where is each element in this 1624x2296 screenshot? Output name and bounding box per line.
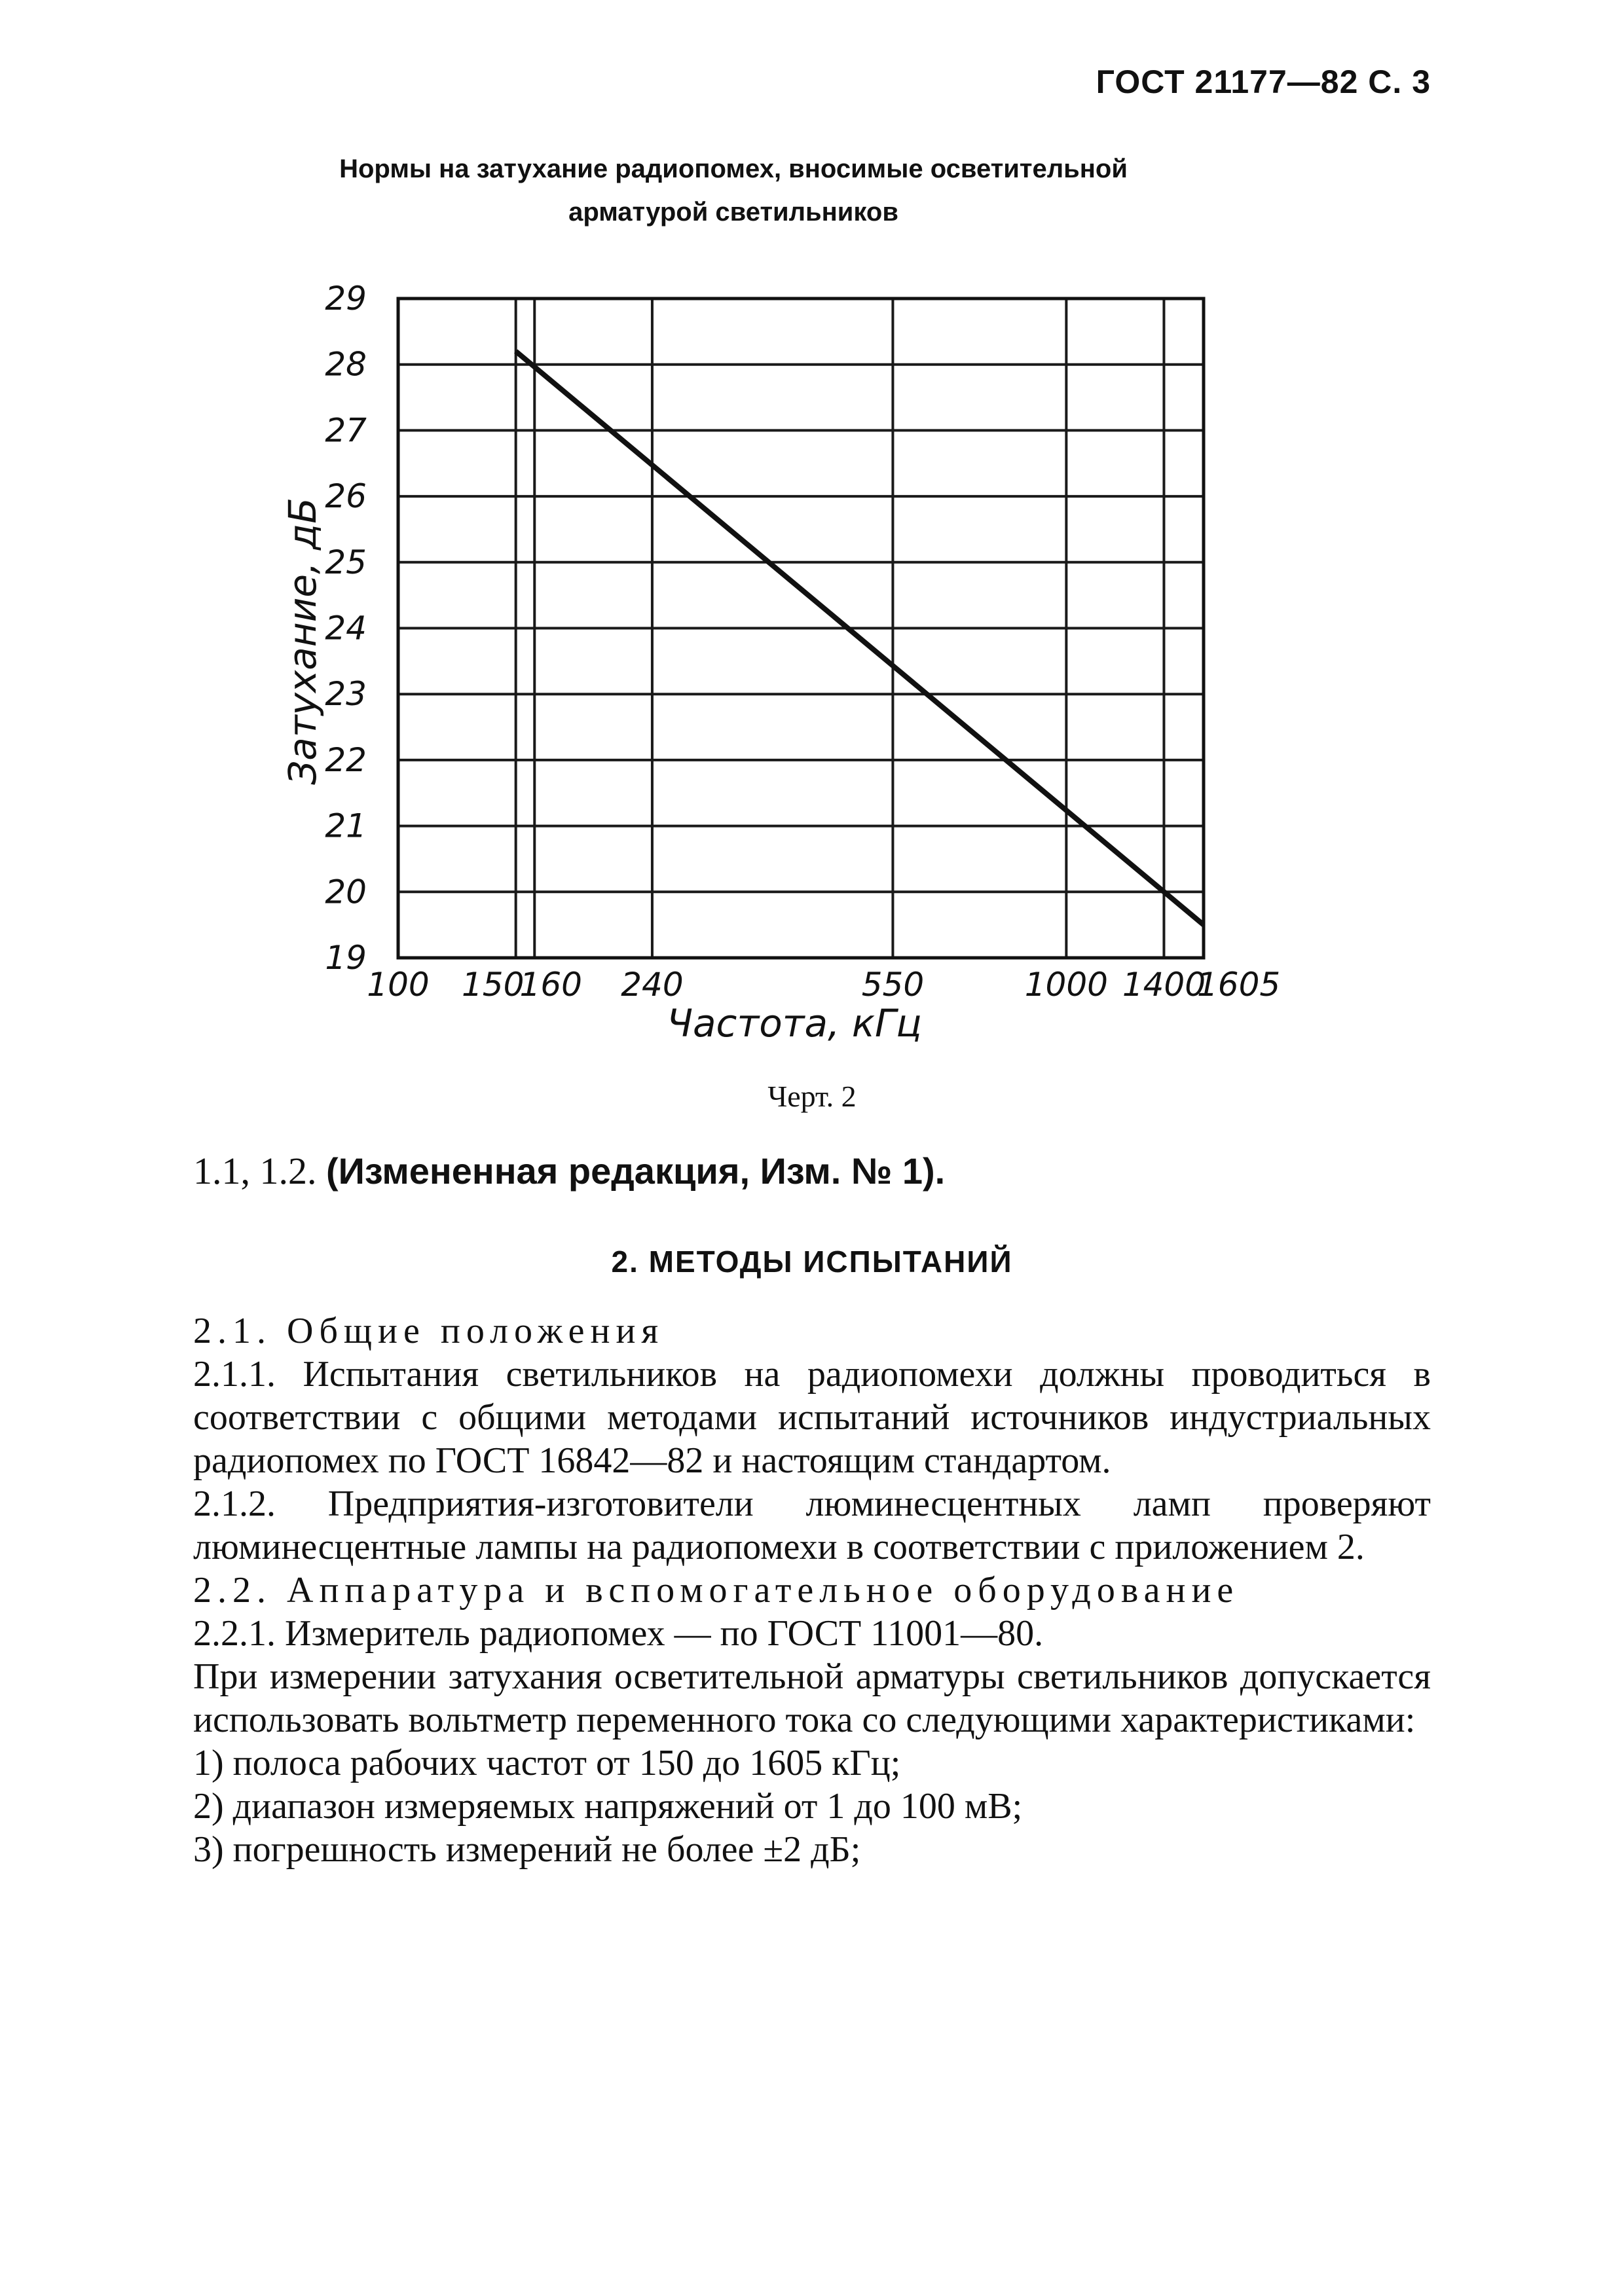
list-item-2: 2) диапазон измеряемых напряжений от 1 до 100 мВ; [193, 1786, 1023, 1827]
figure-caption: Черт. 2 [767, 1080, 857, 1113]
y-tick-label: 23 [325, 675, 367, 714]
chart-title-line-1: Нормы на затухание радиопомех, вносимые осветительной [339, 155, 1128, 183]
chart-grid [398, 299, 1204, 958]
x-tick-label: 160 [519, 966, 582, 1004]
attenuation-chart [0, 0, 1624, 1074]
x-tick-label: 550 [861, 966, 925, 1004]
chart-title-line-2: арматурой светильников [568, 198, 898, 227]
y-axis-label: Затухание, дБ [280, 498, 325, 785]
y-tick-label: 26 [325, 477, 367, 516]
y-tick-label: 21 [325, 807, 367, 845]
y-tick-labels [325, 280, 367, 977]
page-header: ГОСТ 21177—82 С. 3 [1096, 64, 1431, 100]
y-tick-label: 29 [325, 280, 367, 318]
x-axis-label: Частота, кГц [667, 1001, 922, 1046]
y-tick-label: 27 [325, 411, 367, 450]
clause-2-2-1: 2.2.1. Измеритель радиопомех — по ГОСТ 11001—80. [193, 1613, 1044, 1654]
clause-2-1-1: 2.1.1. Испытания светильников на радиопомехи должны проводиться в соответствии с общими методами испытаний источников индустриальных радиопомех по ГОСТ 16842—82 и настоящим стандартом. [193, 1354, 1431, 1481]
clause-2-1-2: 2.1.2. Предприятия-изготовители люминесцентных ламп проверяют люминесцентные лампы на радиопомехи в соответствии с приложением 2. [193, 1484, 1431, 1567]
change-note-text: (Измененная редакция, Изм. № 1). [326, 1150, 946, 1192]
x-tick-label: 100 [367, 966, 430, 1004]
y-tick-label: 20 [325, 873, 367, 911]
clause-2-1: 2.1. Общие положения [193, 1311, 665, 1351]
measurement-paragraph: При измерении затухания осветительной арматуры светильников допускается использовать вольтметр переменного тока со следующими характеристиками: [193, 1656, 1431, 1740]
x-tick-label: 1400 [1122, 966, 1206, 1004]
x-tick-label: 240 [621, 966, 684, 1004]
y-tick-label: 24 [325, 609, 367, 647]
x-tick-labels [367, 966, 1280, 1004]
change-note [193, 1149, 945, 1193]
clause-2-2: 2.2. Аппаратура и вспомогательное оборудование [193, 1570, 1240, 1611]
y-tick-label: 28 [325, 345, 367, 384]
y-tick-label: 25 [325, 543, 367, 581]
list-item-1: 1) полоса рабочих частот от 150 до 1605 кГц; [193, 1743, 901, 1783]
chart-series [516, 351, 1204, 924]
body-text [193, 1309, 1431, 1871]
x-tick-label: 1605 [1197, 966, 1281, 1004]
x-tick-label: 1000 [1024, 966, 1108, 1004]
section-title: 2. МЕТОДЫ ИСПЫТАНИЙ [611, 1245, 1013, 1279]
change-note-prefix: 1.1, 1.2. [193, 1150, 326, 1192]
y-tick-label: 22 [325, 740, 367, 779]
y-tick-label: 19 [325, 939, 367, 977]
series-line-0 [516, 352, 1204, 925]
x-tick-label: 150 [461, 966, 525, 1004]
list-item-3: 3) погрешность измерений не более ±2 дБ; [193, 1829, 861, 1870]
